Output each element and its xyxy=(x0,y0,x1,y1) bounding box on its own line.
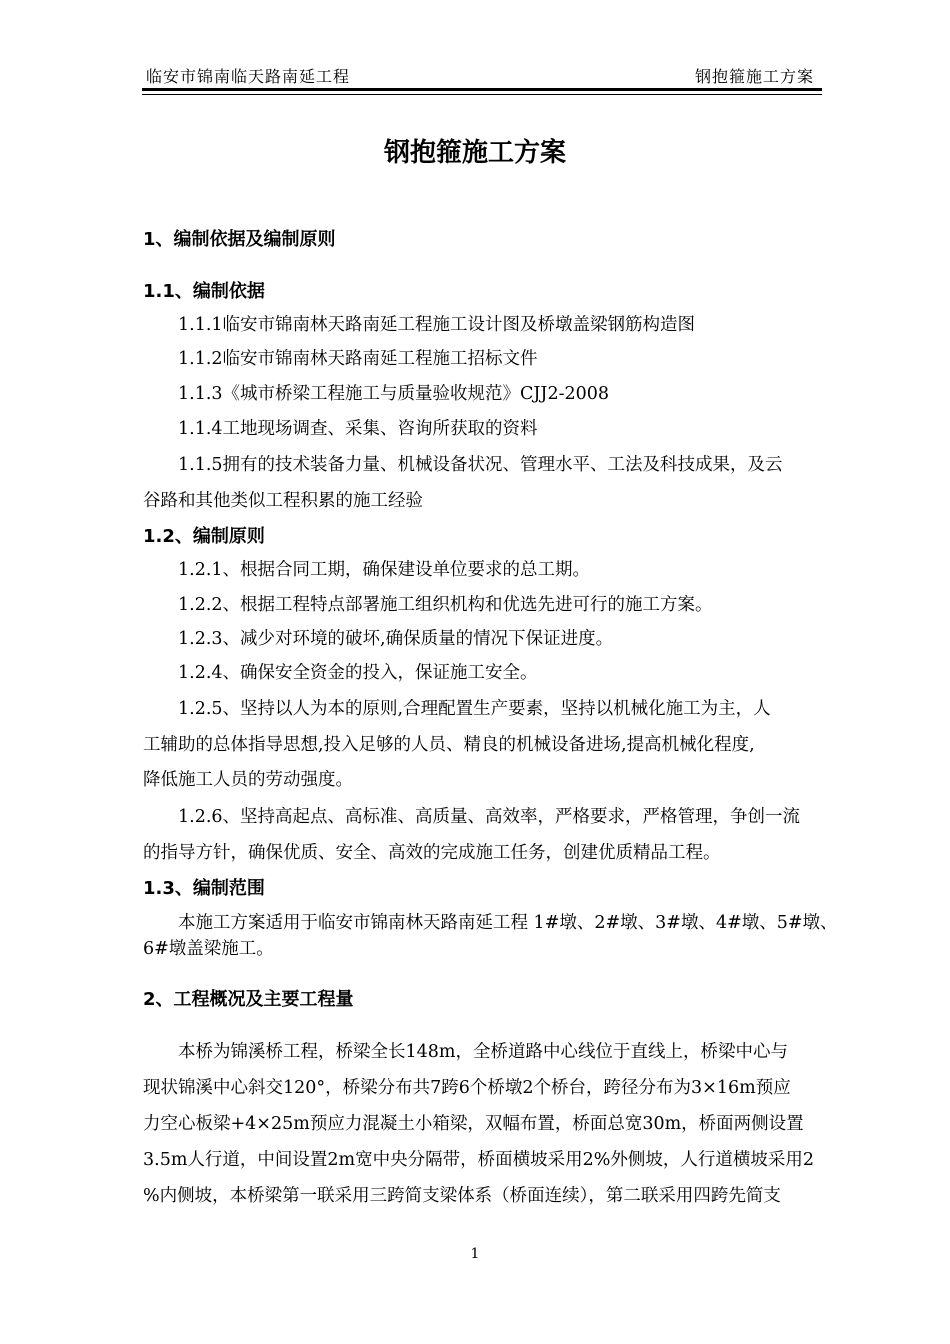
list-item: 1.2.2、根据工程特点部署施工组织机构和优选先进可行的施工方案。 xyxy=(178,595,713,615)
list-item-continuation: 的指导方针，确保优质、安全、高效的完成施工任务，创建优质精品工程。 xyxy=(143,843,721,863)
paragraph-line: 6#墩盖梁施工。 xyxy=(143,939,274,959)
section-1-heading: 1、编制依据及编制原则 xyxy=(143,229,336,250)
list-item: 1.2.3、减少对环境的破坏,确保质量的情况下保证进度。 xyxy=(178,629,614,649)
paragraph-line: 本施工方案适用于临安市锦南林天路南延工程 1#墩、2#墩、3#墩、4#墩、5#墩、 xyxy=(178,913,838,933)
page-number: 1 xyxy=(470,1246,480,1262)
list-item: 1.2.1、根据合同工期，确保建设单位要求的总工期。 xyxy=(178,560,591,580)
document-title: 钢抱箍施工方案 xyxy=(383,138,566,168)
header-project-name: 临安市锦南临天路南延工程 xyxy=(146,67,351,86)
list-item: 1.1.3《城市桥梁工程施工与质量验收规范》CJJ2-2008 xyxy=(178,384,610,404)
list-item: 1.1.5拥有的技术装备力量、机械设备状况、管理水平、工法及科技成果，及云 xyxy=(178,455,783,475)
paragraph-line: %内侧坡，本桥梁第一联采用三跨简支梁体系（桥面连续），第二联采用四跨先简支 xyxy=(143,1186,781,1206)
header-document-name: 钢抱箍施工方案 xyxy=(694,67,814,86)
section-1-2-heading: 1.2、编制原则 xyxy=(143,526,265,547)
paragraph-line: 力空心板梁+4×25m预应力混凝土小箱梁，双幅布置，桥面总宽30m，桥面两侧设置 xyxy=(143,1114,804,1134)
section-2-heading: 2、工程概况及主要工程量 xyxy=(143,989,354,1010)
list-item-continuation: 降低施工人员的劳动强度。 xyxy=(143,770,353,790)
list-item-continuation: 谷路和其他类似工程积累的施工经验 xyxy=(143,491,423,511)
paragraph-line: 3.5m人行道，中间设置2m宽中央分隔带，桥面横坡采用2%外侧坡，人行道横坡采用2 xyxy=(143,1150,815,1170)
paragraph-line: 现状锦溪中心斜交120°，桥梁分布共7跨6个桥墩2个桥台，跨径分布为3×16m预应 xyxy=(143,1078,791,1098)
list-item: 1.2.6、坚持高起点、高标准、高质量、高效率，严格要求，严格管理，争创一流 xyxy=(178,807,801,827)
list-item-continuation: 工辅助的总体指导思想,投入足够的人员、精良的机械设备进场,提高机械化程度, xyxy=(143,735,755,755)
page-header xyxy=(142,62,822,91)
list-item: 1.2.5、坚持以人为本的原则,合理配置生产要素，坚持以机械化施工为主，人 xyxy=(178,699,771,719)
list-item: 1.2.4、确保安全资金的投入，保证施工安全。 xyxy=(178,663,538,683)
list-item: 1.1.4工地现场调查、采集、咨询所获取的资料 xyxy=(178,419,538,439)
paragraph-line: 本桥为锦溪桥工程，桥梁全长148m，全桥道路中心线位于直线上，桥梁中心与 xyxy=(178,1042,788,1062)
list-item: 1.1.1临安市锦南林天路南延工程施工设计图及桥墩盖梁钢筋构造图 xyxy=(178,315,696,335)
list-item: 1.1.2临安市锦南林天路南延工程施工招标文件 xyxy=(178,349,538,369)
section-1-3-heading: 1.3、编制范围 xyxy=(143,878,265,899)
section-1-1-heading: 1.1、编制依据 xyxy=(143,281,265,302)
